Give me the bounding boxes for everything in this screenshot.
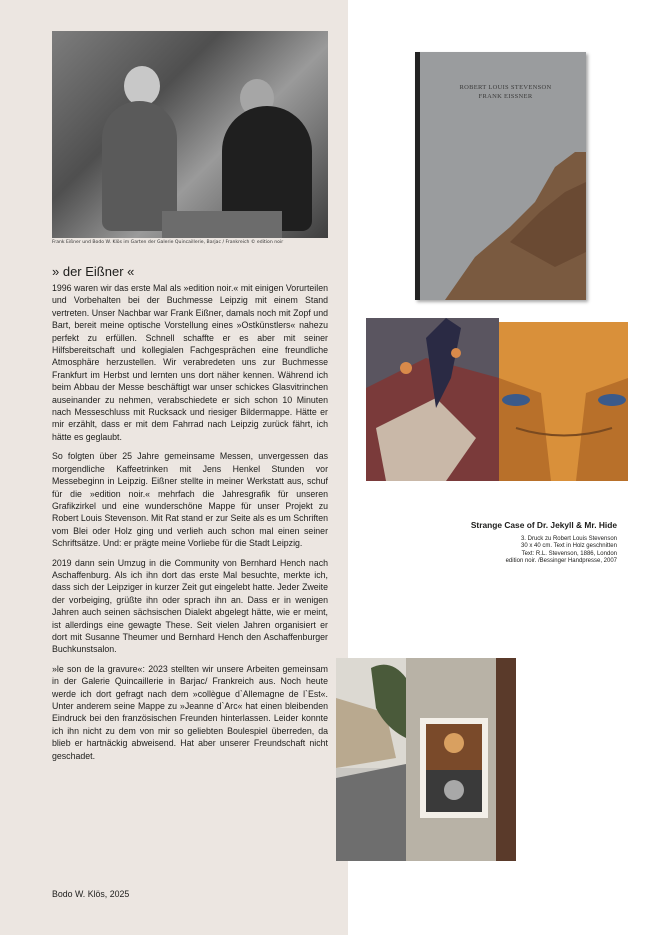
portrait-photo (52, 31, 328, 238)
article-heading: » der Eißner « (52, 264, 135, 279)
print-detail-line: edition noir. /Bessinger Handpresse, 2007 (505, 558, 617, 565)
article-body (52, 282, 328, 769)
author-signature: Bodo W. Klös, 2025 (52, 889, 130, 899)
print-detail-line: Text: R.L. Stevenson, 1886, London (521, 550, 617, 557)
article-paragraph: »le son de la gravure«: 2023 stellten wir unsere Arbeiten gemeinsam in der Galerie Quincaillerie in Barjac/ Frankreich aus. Noch heute werde ich dort gefragt nach dem »collègue d`Allemagne de l`Est«. Unter anderem seine Mappe zu »Jeanne d`Arc« hat einen bleibenden Eindruck bei den französischen Freunden hinterlassen. Leider konnte ich ihn nicht zu dem von mir so geliebten Boulespiel überreden, da blieb er hartnäckig abweisend. Hat aber unserer Freundschaft nicht geschadet. (52, 663, 328, 761)
photo-caption: Frank Eißner und Bodo W. Klös im Garten der Galerie Quincaillerie, Barjac / Frankreich © edition noir (52, 240, 284, 245)
print-title: Strange Case of Dr. Jekyll & Mr. Hide (470, 520, 617, 530)
garden-table (162, 211, 282, 238)
book-artist: FRANK EISSNER (478, 93, 533, 100)
print-caption (471, 520, 617, 566)
print-detail-line: 30 x 40 cm. Text in Holz geschnitten (521, 543, 617, 550)
person-head (124, 66, 160, 106)
article-paragraph: 2019 dann sein Umzug in die Community von Bernhard Hench nach Aschaffenburg. Als ich ihn dort das erste Mal besuchte, merkte ich, dass sich der Leipziger in kurzer Zeit gut eingelebt hatte. Jeder Zweite der vorbeiging, grüßte ihn oder sprach ihn an. Dass er in wenigen Jahren auch seinen sächsischen Dialekt abgelegt hätte, wie er meint, ist allerdings eine gewagte These. Seit vielen Jahren organisiert er dort mit Susanne Theumer und Bernhard Hench den Aschaffenburger Buchkunstsalon. (52, 557, 328, 655)
street-poster-photo (336, 658, 516, 861)
print-detail-line: 3. Druck zu Robert Louis Stevenson (520, 536, 617, 542)
jekyll-hyde-print-image (366, 318, 628, 481)
article-paragraph: 1996 waren wir das erste Mal als »edition noir.« mit einigen Vorurteilen und Vorbehalten bei der Buchmesse Leipzig mit einem Stand vertreten. Unser Nachbar war Frank Eißner, damals noch mit Zopf und Bart, bereit meine optische Vorstellung eines »Ostkünstlers« nahezu perfekt zu erfüllen. Schnell schaffte er es aber mit seiner Hilfsbereitschaft und kollegialen Fachgesprächen eine freundliche Atmosphäre herzustellen. Wir verabredeten uns zur Buchmesse Frankfurt im Herbst und lernten uns dort näher kennen. Während ich beim Abbau der Messe beschäftigt war unser schickes Glasvitrinchen auseinander zu nehmen, verabschiedete er sich schon 10 Minuten nach Messeschluss mit Rucksack und riesiger Bildermappe. Hätte er mir erzählt, dass er mit dem Fahrrad nach Leipzig zurück fährt, ich hätte es geglaubt. (52, 283, 328, 442)
book-cover-image (415, 52, 586, 300)
article-paragraph: So folgten über 25 Jahre gemeinsame Messen, unvergessen das morgendliche Kaffeetrinken mit Jens Henkel Stunden vor Messebeginn in Leipzig. Eißner stellte in meiner Werkstatt aus, schuf für die »edition noir.« mehrfach die Jahresgrafik für unseren Grafikzirkel und eine wunderschöne Mappe für unser Projekt zu Robert Louis Stevenson. Mit Rat stand er zur Seite als es um Schriften vom Blei oder Holz ging und verlieh auch schon mal einen seiner Schriftsätze. Und: er prägte meine Vorliebe für die Stadt Leipzig. (52, 451, 328, 549)
book-author: ROBERT LOUIS STEVENSON (459, 84, 552, 91)
